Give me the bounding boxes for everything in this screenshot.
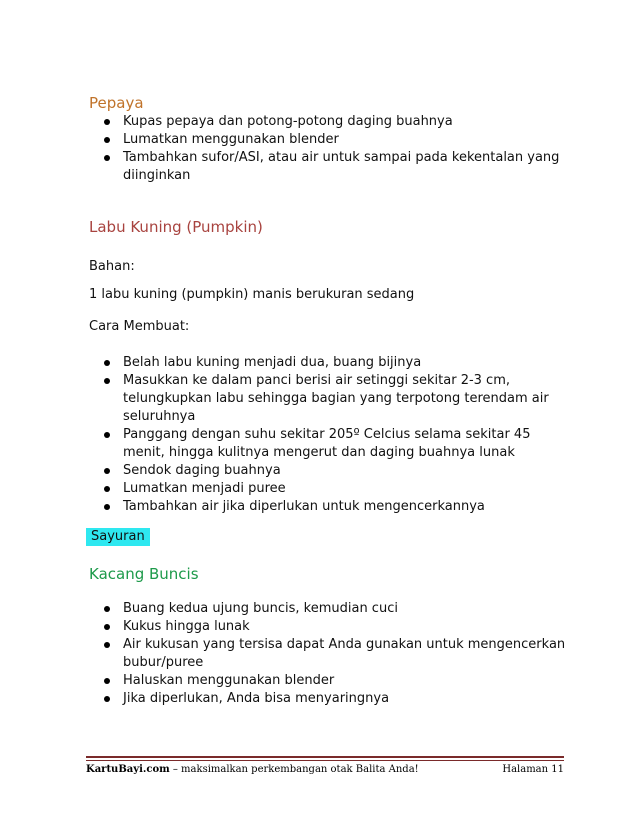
bahan-label: Bahan: (89, 259, 135, 274)
list-labu-steps (0, 354, 638, 516)
sayuran-highlight: Sayuran (86, 528, 150, 546)
list-item: Tambahkan sufor/ASI, atau air untuk sampai pada kekentalan yang diinginkan (0, 149, 573, 185)
list-item: Lumatkan menjadi puree (0, 480, 573, 498)
footer-rule-thick (86, 756, 564, 758)
bullet-icon (104, 606, 110, 612)
list-item: Kupas pepaya dan potong-potong daging buahnya (0, 113, 573, 131)
bullet-icon (104, 624, 110, 630)
footer-brand (86, 764, 419, 775)
bullet-icon (104, 137, 110, 143)
list-pepaya-steps (0, 113, 638, 185)
list-item: Lumatkan menggunakan blender (0, 131, 573, 149)
bullet-icon (104, 432, 110, 438)
heading-kacang-buncis: Kacang Buncis (89, 565, 199, 583)
bullet-icon (104, 378, 110, 384)
list-item: Buang kedua ujung buncis, kemudian cuci (0, 600, 573, 618)
footer-site: KartuBayi.com (86, 764, 170, 775)
list-item: Haluskan menggunakan blender (0, 672, 573, 690)
list-item: Sendok daging buahnya (0, 462, 573, 480)
list-buncis-steps (0, 600, 638, 708)
list-item: Air kukusan yang tersisa dapat Anda gunakan untuk mengencerkan bubur/puree (0, 636, 573, 672)
list-item: Jika diperlukan, Anda bisa menyaringnya (0, 690, 573, 708)
page-number: Halaman 11 (502, 764, 564, 775)
footer-tagline: – maksimalkan perkembangan otak Balita Anda! (169, 764, 419, 775)
bullet-icon (104, 504, 110, 510)
bullet-icon (104, 642, 110, 648)
list-item: Kukus hingga lunak (0, 618, 573, 636)
heading-pepaya: Pepaya (89, 94, 144, 112)
list-item: Panggang dengan suhu sekitar 205º Celcius selama sekitar 45 menit, hingga kulitnya mengerut dan daging buahnya lunak (0, 426, 573, 462)
bullet-icon (104, 678, 110, 684)
bullet-icon (104, 468, 110, 474)
footer-rule-thin (86, 760, 564, 761)
cara-membuat-label: Cara Membuat: (89, 319, 190, 334)
bullet-icon (104, 155, 110, 161)
bullet-icon (104, 486, 110, 492)
bahan-item: 1 labu kuning (pumpkin) manis berukuran sedang (89, 287, 415, 302)
list-item: Masukkan ke dalam panci berisi air setinggi sekitar 2-3 cm, telungkupkan labu sehingga bagian yang terpotong terendam air seluruhnya (0, 372, 573, 426)
list-item: Belah labu kuning menjadi dua, buang bijinya (0, 354, 573, 372)
heading-labu-kuning: Labu Kuning (Pumpkin) (89, 218, 263, 236)
bullet-icon (104, 696, 110, 702)
bullet-icon (104, 119, 110, 125)
list-item: Tambahkan air jika diperlukan untuk mengencerkannya (0, 498, 573, 516)
bullet-icon (104, 360, 110, 366)
